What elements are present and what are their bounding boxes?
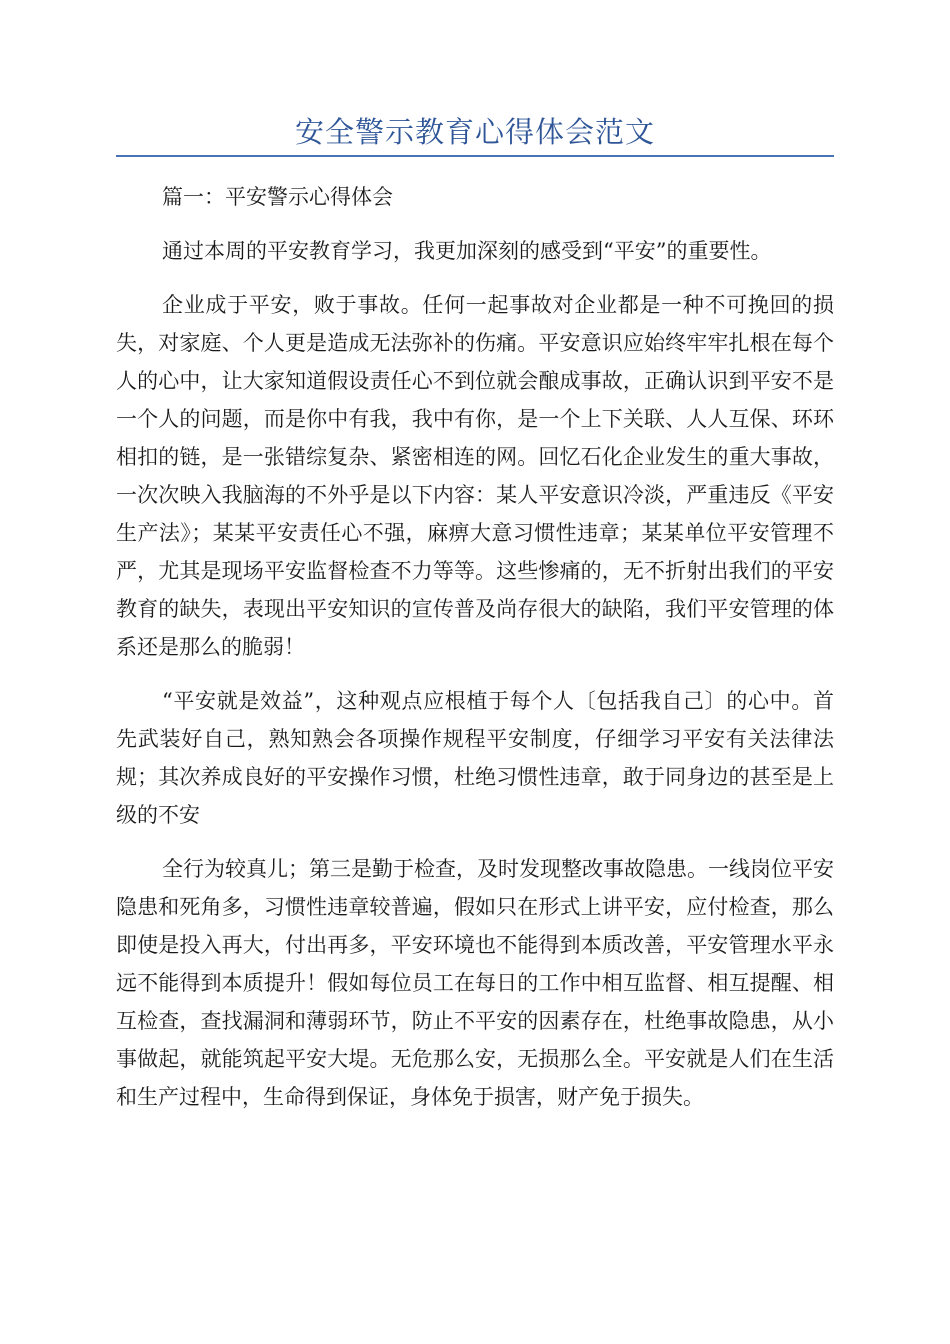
- paragraph-body: 全行为较真儿；第三是勤于检查，及时发现整改事故隐患。一线岗位平安隐患和死角多，习惯性违章较普遍，假如只在形式上讲平安，应付检查，那么即使是投入再大，付出再多，平安环境也不能得到本质改善，平安管理水平永远不能得到本质提升！假如每位员工在每日的工作中相互监督、相互提醒、相互检查，查找漏洞和薄弱环节，防止不平安的因素存在，杜绝事故隐患，从小事做起，就能筑起平安大堤。无危那么安，无损那么全。平安就是人们在生活和生产过程中，生命得到保证，身体免于损害，财产免于损失。: [116, 857, 834, 1109]
- paragraph-body: 企业成于平安，败于事故。任何一起事故对企业都是一种不可挽回的损失，对家庭、个人更是造成无法弥补的伤痛。平安意识应始终牢牢扎根在每个人的心中，让大家知道假设责任心不到位就会酿成事故，正确认识到平安不是一个人的问题，而是你中有我，我中有你，是一个上下关联、人人互保、环环相扣的链，是一张错综复杂、紧密相连的网。回忆石化企业发生的重大事故，一次次映入我脑海的不外乎是以下内容：某人平安意识冷淡，严重违反《平安生产法》；某某平安责任心不强，麻痹大意习惯性违章；某某单位平安管理不严，尤其是现场平安监督检查不力等等。这些惨痛的，无不折射出我们的平安教育的缺失，表现出平安知识的宣传普及尚存很大的缺陷，我们平安管理的体系还是那么的脆弱！: [116, 293, 834, 659]
- paragraph-body: “平安就是效益”，这种观点应根植于每个人〔包括我自己〕的心中。首先武装好自己，熟知熟会各项操作规程平安制度，仔细学习平安有关法律法规；其次养成良好的平安操作习惯，杜绝习惯性违章，敢于同身边的甚至是上级的不安: [116, 689, 834, 827]
- paragraph-intro: 通过本周的平安教育学习，我更加深刻的感受到“平安”的重要性。: [162, 239, 772, 263]
- document-body: [116, 178, 834, 1132]
- section-heading: 篇一：平安警示心得体会: [162, 185, 393, 209]
- document-title: 安全警示教育心得体会范文: [294, 115, 655, 149]
- title-underline: [116, 155, 834, 157]
